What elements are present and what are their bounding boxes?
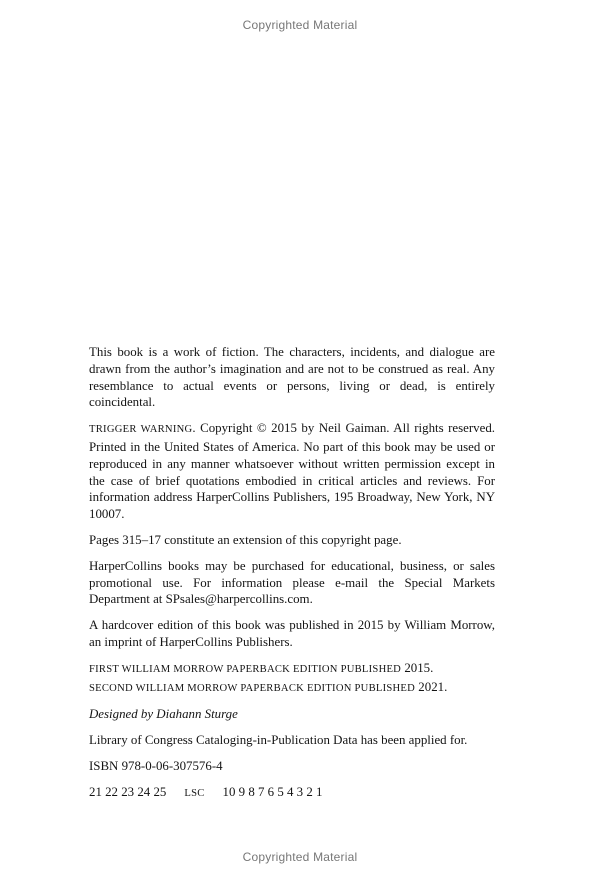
second-edition-year: 2021.	[418, 679, 448, 694]
edition-history	[89, 660, 495, 698]
hardcover-edition-note: A hardcover edition of this book was published in 2015 by William Morrow, an imprint of HarperCollins Publishers.	[89, 618, 495, 649]
copyrighted-material-notice-top: Copyrighted Material	[242, 18, 358, 32]
copyright-text-block	[89, 344, 495, 812]
fiction-disclaimer: This book is a work of fiction. The characters, incidents, and dialogue are drawn from the author’s imagination and are not to be construed as real. Any resemblance to actual events or persons, living or dead, is entirely coincidental.	[89, 345, 495, 410]
designer-credit: Designed by Diahann Sturge	[89, 707, 238, 722]
printer-code: LSC	[184, 787, 205, 799]
print-years: 21 22 23 24 25	[89, 784, 167, 799]
first-edition-line	[89, 661, 433, 675]
printing-line	[89, 784, 495, 803]
isbn-line: ISBN 978-0-06-307576-4	[89, 758, 223, 773]
copyright-notice	[89, 420, 495, 523]
second-edition-label: SECOND WILLIAM MORROW PAPERBACK EDITION PUBLISHED	[89, 682, 416, 694]
print-run-numbers: 10 9 8 7 6 5 4 3 2 1	[222, 784, 323, 799]
book-title-smallcaps: TRIGGER WARNING	[89, 424, 193, 436]
first-edition-label: FIRST WILLIAM MORROW PAPERBACK EDITION PUBLISHED	[89, 663, 402, 675]
cataloging-note: Library of Congress Cataloging-in-Publication Data has been applied for.	[89, 733, 468, 748]
copyrighted-material-notice-bottom: Copyrighted Material	[242, 850, 358, 864]
second-edition-line	[89, 680, 447, 694]
first-edition-year: 2015.	[404, 660, 434, 675]
copyright-notice-text: . Copyright © 2015 by Neil Gaiman. All rights reserved. Printed in the United States of America. No part of this book may be used or reproduced in any manner whatsoever without written permission except in the case of brief quotations embodied in critical articles and reviews. For information address HarperCollins Publishers, 195 Broadway, New York, NY 10007.	[89, 421, 495, 522]
special-markets-paragraph: HarperCollins books may be purchased for educational, business, or sales promotional use. For information please e-mail the Special Markets Department at SPsales@harpercollins.com.	[89, 558, 495, 607]
pages-extension-note: Pages 315–17 constitute an extension of this copyright page.	[89, 532, 402, 547]
